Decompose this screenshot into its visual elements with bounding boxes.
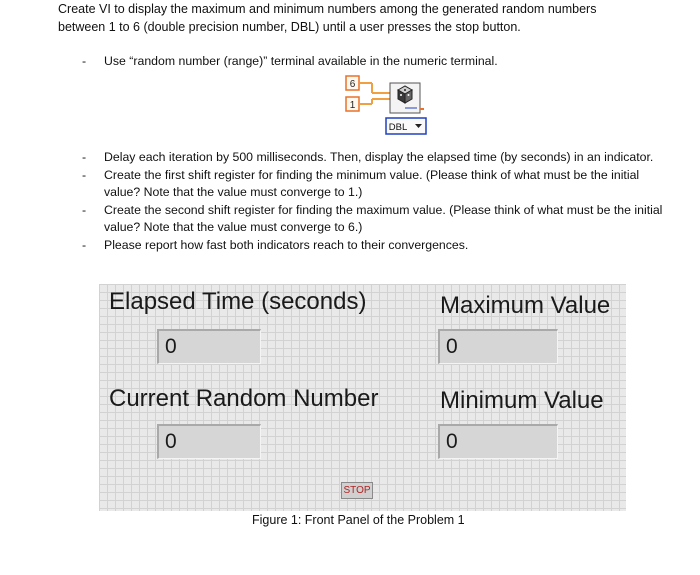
elapsed-time-label: Elapsed Time (seconds)	[109, 288, 367, 315]
bullet-list-top	[58, 53, 678, 70]
dice-icon	[398, 86, 412, 103]
bullet-text: Create the second shift register for finding the maximum value. (Please think of what must be the initial value? Note that the value must converge to 6.)	[104, 203, 663, 234]
random-number-range-terminal	[340, 73, 440, 139]
bullet-list-bottom	[58, 149, 678, 254]
current-random-number-indicator: 0	[157, 424, 261, 459]
stop-button[interactable]: STOP	[341, 482, 373, 499]
bullet-dash: -	[82, 150, 87, 164]
intro-line-2: between 1 to 6 (double precision number, DBL) until a user presses the stop button.	[58, 20, 521, 34]
bullet-text: Please report how fast both indicators reach to their convergences.	[104, 238, 469, 252]
list-item	[58, 237, 678, 254]
upper-constant-text: 6	[349, 79, 356, 90]
minimum-value-label: Minimum Value	[440, 387, 604, 414]
front-panel	[99, 284, 626, 511]
maximum-value-indicator: 0	[438, 329, 558, 364]
maximum-value-label: Maximum Value	[440, 292, 611, 319]
bullet-dash: -	[82, 54, 87, 68]
bullet-dash: -	[82, 238, 87, 252]
bullet-text: Delay each iteration by 500 milliseconds. Then, display the elapsed time (by seconds) in an indicator.	[104, 150, 654, 164]
terminal-diagram	[340, 73, 440, 139]
list-item	[58, 167, 678, 201]
list-item	[58, 149, 678, 166]
lower-constant-text: 1	[349, 100, 356, 111]
bullet-dash: -	[82, 203, 87, 217]
minimum-value-indicator: 0	[438, 424, 558, 459]
intro-line-1: Create VI to display the maximum and minimum numbers among the generated random numbers	[58, 2, 597, 16]
bullet-text: Create the first shift register for finding the minimum value. (Please think of what must be the initial value? Note that the value must converge to 1.)	[104, 168, 640, 199]
figure-caption: Figure 1: Front Panel of the Problem 1	[252, 513, 465, 527]
list-item	[58, 202, 678, 236]
intro-paragraph	[58, 0, 688, 36]
dbl-label: DBL	[388, 122, 408, 133]
list-item	[58, 53, 678, 70]
bullet-dash: -	[82, 168, 87, 182]
elapsed-time-indicator: 0	[157, 329, 261, 364]
current-random-number-label: Current Random Number	[109, 385, 379, 412]
bullet-text: Use “random number (range)” terminal available in the numeric terminal.	[104, 54, 498, 68]
